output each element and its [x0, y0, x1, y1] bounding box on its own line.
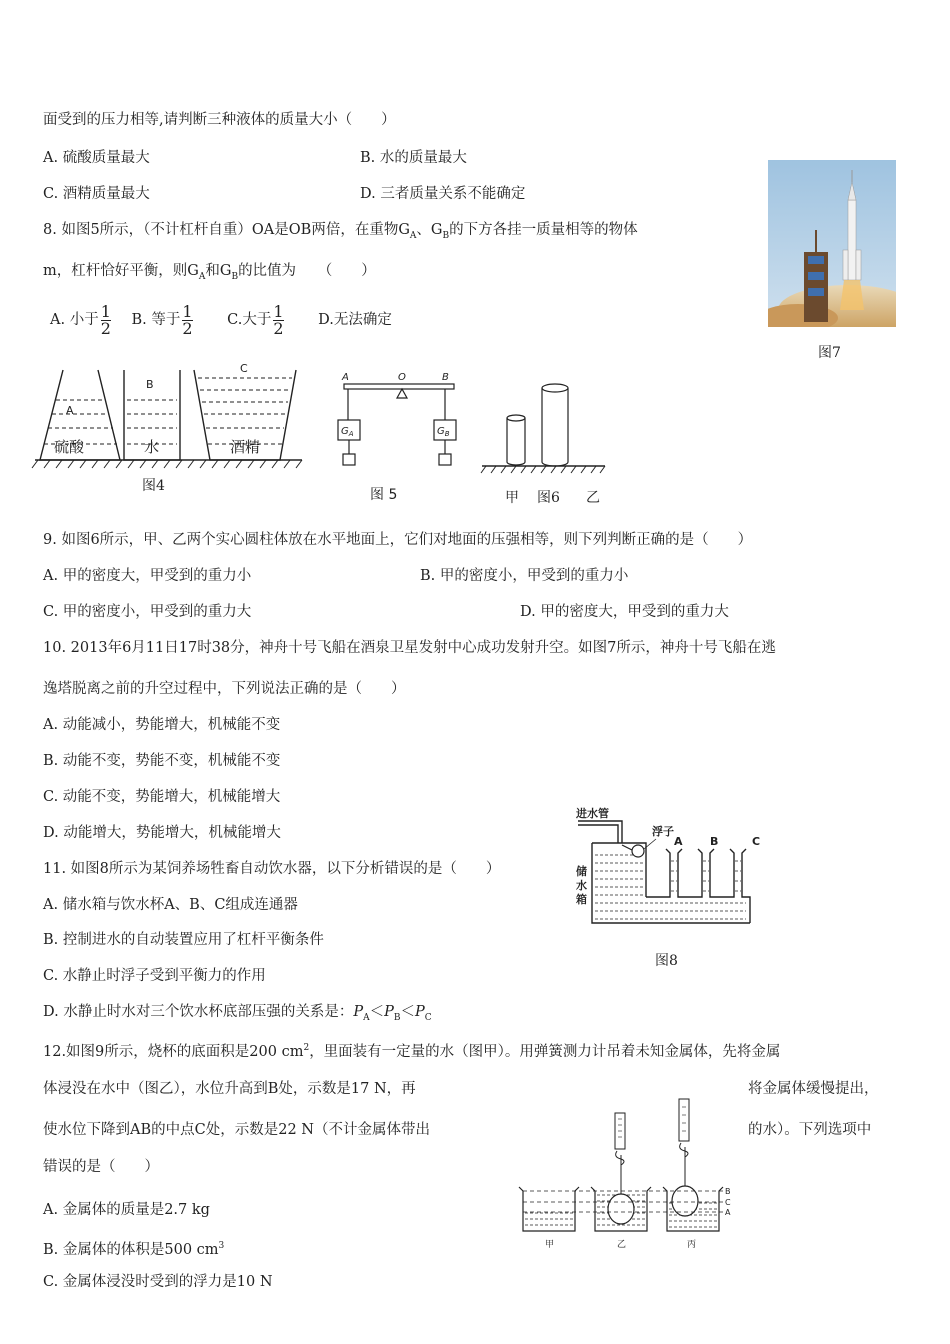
fig9-beaker-diagram: [515, 1095, 735, 1255]
fig9-label-yi: 乙: [617, 1240, 627, 1250]
q12-line3-right: 的水）。下列选项中: [748, 1122, 872, 1138]
fig8-caption: 图8: [655, 953, 678, 969]
fig9-label-jia: 甲: [545, 1240, 555, 1250]
q12-line1: 12.如图9所示，烧杯的底面积是200 $cm^2$，里面装有一定量的水（图甲）。用弹簧测力计吊着未知金属体，先将金属: [43, 1043, 781, 1060]
fig9-mark-a: A: [725, 1208, 731, 1217]
fraction-half: $\frac{1}{2}$: [182, 301, 193, 338]
fig8-tank-label: 箱: [576, 893, 587, 906]
q10-option-c: C. 动能不变，势能增大，机械能增大: [43, 789, 281, 805]
q9-option-d: D. 甲的密度大，甲受到的重力大: [520, 604, 729, 620]
q12-line2-left: 体浸没在水中（图乙），水位升高到B处，示数是17 N，再: [43, 1081, 416, 1097]
q7-option-d: D. 三者质量关系不能确定: [360, 186, 526, 202]
q11-option-c: C. 水静止时浮子受到平衡力的作用: [43, 968, 266, 984]
q12-line3-left: 使水位下降到AB的中点C处，示数是22 N（不计金属体带出: [43, 1122, 430, 1138]
q9-option-c: C. 甲的密度小，甲受到的重力大: [43, 604, 252, 620]
q12-line4: 错误的是（ ）: [43, 1159, 159, 1175]
fig8-float-label: 浮子: [652, 825, 674, 838]
fig4-label-b: B: [146, 378, 154, 391]
q8-option-c: C.大于: [227, 312, 272, 328]
fig8-cup-a-label: A: [674, 835, 683, 848]
fig7-caption: 图7: [818, 345, 841, 361]
q10-line2: 逸塔脱离之前的升空过程中，下列说法正确的是（ ）: [43, 681, 406, 697]
fig4-liquid-b: 水: [144, 438, 160, 456]
q8-line2: m，杠杆恰好平衡，则$G_A$和$G_B$的比值为 （ ）: [43, 263, 376, 282]
q10-option-b: B. 动能不变，势能不变，机械能不变: [43, 753, 281, 769]
q8-options: [50, 300, 392, 340]
fraction-half: $\frac{1}{2}$: [100, 301, 111, 338]
fig4-liquid-c: 酒精: [230, 438, 261, 456]
q12-option-b: B. 金属体的体积是500 $cm^3$: [43, 1241, 225, 1258]
q11-option-a: A. 储水箱与饮水杯A、B、C组成连通器: [43, 897, 298, 913]
fig6-cylinders-diagram: [480, 378, 610, 478]
fig4-liquid-a: 硫酸: [54, 438, 85, 456]
q11-stem: 11. 如图8所示为某饲养场牲畜自动饮水器，以下分析错误的是（ ）: [43, 861, 501, 877]
fig6-label-jia: 甲: [505, 490, 519, 506]
fig8-water-dispenser-diagram: [570, 805, 780, 935]
q9-option-a: A. 甲的密度大，甲受到的重力小: [43, 568, 252, 584]
fig5-label-b: B: [442, 372, 449, 383]
q11-option-d: D. 水静止时水对三个饮水杯底部压强的关系是：$P_A<P_B<P_C$: [43, 1004, 432, 1023]
rocket-launch-photo: [768, 160, 896, 327]
fig5-label-a: A: [342, 372, 349, 383]
q12-option-a: A. 金属体的质量是2.7 kg: [43, 1202, 210, 1218]
fig5-weight-a: $G_A$: [341, 426, 354, 438]
fig5-label-o: O: [398, 372, 406, 383]
fraction-half: $\frac{1}{2}$: [273, 301, 284, 338]
q7-stem: 面受到的压力相等,请判断三种液体的质量大小（ ）: [43, 112, 396, 128]
q12-option-c: C. 金属体浸没时受到的浮力是10 N: [43, 1274, 273, 1290]
fig5-lever-diagram: [330, 366, 470, 476]
q7-option-c: C. 酒精质量最大: [43, 186, 150, 202]
fig4-containers-diagram: [30, 362, 310, 472]
q9-option-b: B. 甲的密度小，甲受到的重力小: [420, 568, 629, 584]
fig6-caption: 图6: [537, 490, 560, 506]
q7-option-b: B. 水的质量最大: [360, 150, 467, 166]
fig5-caption: 图 5: [370, 487, 398, 503]
q10-option-d: D. 动能增大，势能增大，机械能增大: [43, 825, 281, 841]
q10-option-a: A. 动能减小，势能增大，机械能不变: [43, 717, 281, 733]
fig5-weight-b: $G_B$: [437, 426, 450, 438]
fig8-cup-b-label: B: [710, 835, 719, 848]
fig9-mark-b: B: [725, 1187, 731, 1196]
q9-stem: 9. 如图6所示，甲、乙两个实心圆柱体放在水平地面上，它们对地面的压强相等，则下列判断正确的是（ ）: [43, 532, 753, 548]
fig8-cup-c-label: C: [752, 835, 761, 848]
q8-option-b: B. 等于: [131, 312, 181, 328]
fig4-caption: 图4: [142, 478, 165, 494]
fig9-mark-c: C: [725, 1198, 731, 1207]
fig8-tank-label: 水: [576, 879, 587, 892]
q11-option-b: B. 控制进水的自动装置应用了杠杆平衡条件: [43, 932, 324, 948]
fig9-label-bing: 丙: [687, 1240, 697, 1250]
fig4-label-a: A: [66, 404, 74, 417]
q7-option-a: A. 硫酸质量最大: [43, 150, 150, 166]
q8-option-d: D.无法确定: [318, 312, 392, 328]
q8-line1: 8. 如图5所示，（不计杠杆自重）OA是OB两倍，在重物$G_A$、$G_B$的下方各挂一质量相等的物体: [43, 222, 638, 241]
fig8-inlet-label: 进水管: [576, 807, 609, 820]
fig6-label-yi: 乙: [586, 490, 600, 506]
q10-line1: 10. 2013年6月11日17时38分，神舟十号飞船在酒泉卫星发射中心成功发射升空。如图7所示，神舟十号飞船在逃: [43, 640, 776, 656]
q12-line2-right: 将金属体缓慢提出，: [748, 1081, 879, 1097]
q8-option-a: A. 小于: [50, 312, 99, 328]
fig4-label-c: C: [240, 362, 248, 375]
fig8-tank-label: 储: [576, 865, 587, 878]
